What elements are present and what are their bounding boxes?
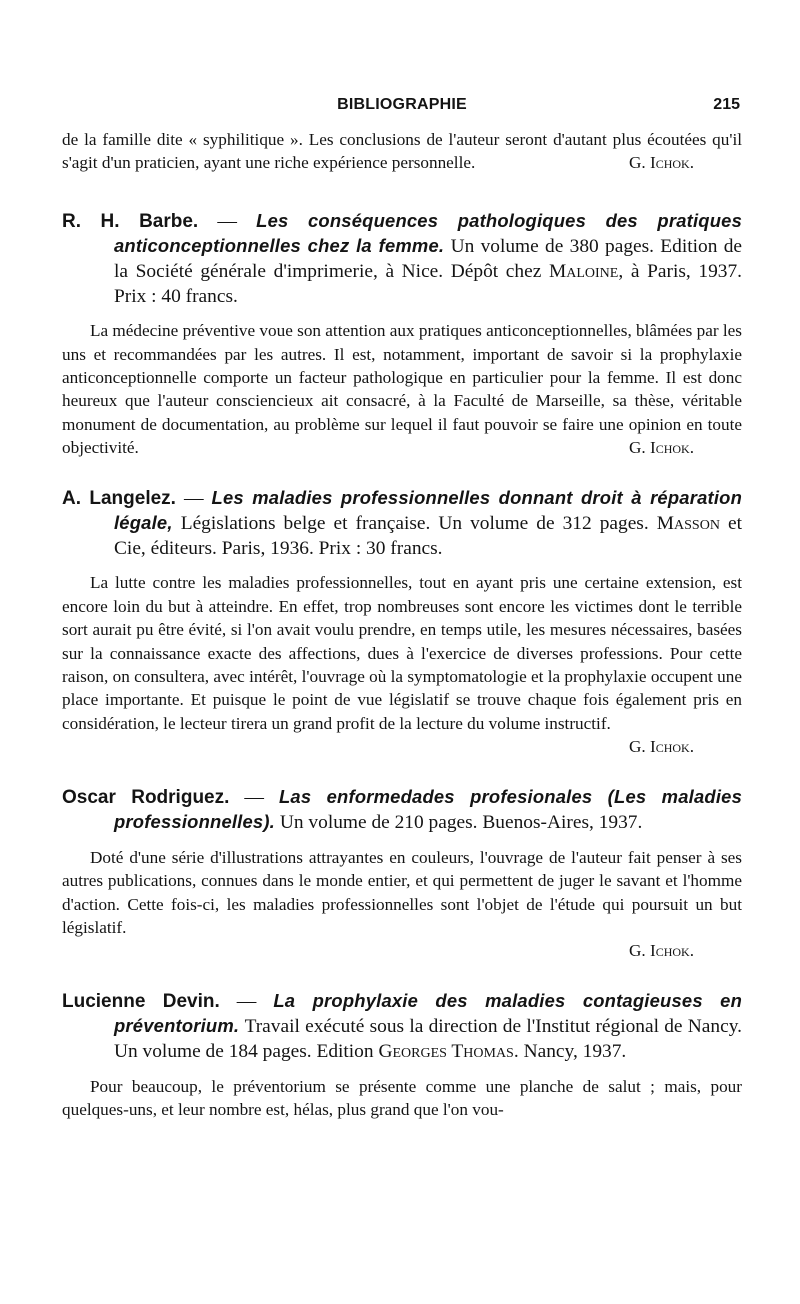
entry-author: Lucienne Devin.: [62, 990, 220, 1012]
bibliography-entry: [62, 785, 742, 963]
document-page: [62, 92, 742, 1121]
entry-publisher: Masson: [656, 513, 720, 535]
entry-publication-details: Nancy, 1937.: [523, 1041, 627, 1063]
entry-review-text: Pour beaucoup, le préventorium se présente comme une planche de salut ; mais, pour quelques-uns, et leur nombre est, hélas, plus grand que l'on vou-: [62, 1076, 742, 1120]
entry-title: La prophylaxie des maladies contagieuses en préventorium.: [114, 989, 743, 1037]
entry-heading: A. Langelez. — Les maladies professionnelles donnant droit à réparation légale, Législations belge et française. Un volume de 312 pages. Masson et Cie, éditeurs. Paris, 1936. Prix : 30 francs.: [62, 486, 743, 559]
entry-heading: R. H. Barbe. — Les conséquences pathologiques des pratiques anticonceptionnelles chez la femme. Un volume de 380 pages. Edition de la Société générale d'imprimerie, à Nice. Dépôt chez Maloine, à Paris, 1937. Prix : 40 francs.: [62, 209, 743, 307]
entry-signature: G. Ichok.: [628, 737, 694, 757]
entry-author: Oscar Rodriguez.: [62, 786, 230, 808]
entry-publisher: Georges Thomas.: [378, 1041, 519, 1063]
entry-publication: Un volume de 380 pages. Edition de la Société générale d'imprimerie, à Nice. Dépôt chez: [114, 236, 742, 282]
entry-publication: Travail exécuté sous la direction de l'Institut régional de Nancy. Un volume de 184 pages. Edition: [114, 1016, 743, 1063]
entry-review: [62, 846, 742, 963]
entry-author: R. H. Barbe.: [62, 210, 199, 232]
entry-review: [62, 1075, 742, 1122]
bibliography-entry: [62, 209, 742, 460]
entry-review-text: La lutte contre les maladies professionnelles, tout en ayant pris une certaine extension, est encore loin du but à atteindre. En effet, trop nombreuses sont encore les victimes dont le terrible sort aurait pu être évité, si l'on avait voulu prendre, en temps utile, les mesures nécessaires, basées sur la connaissance exacte des affections, dues à l'exercice de diverses professions. Pour cette raison, on consultera, avec intérêt, l'ouvrage où la symptomatologie et la prophylaxie occupent une place importante. Et puisque le point de vue législatif se trouve chaque fois également pris en considération, le lecteur tirera un grand profit de la lecture du volume instructif.: [62, 573, 742, 733]
running-title: BIBLIOGRAPHIE: [337, 96, 467, 113]
intro-paragraph: [62, 128, 742, 175]
entry-title: Les conséquences pathologiques des pratiques anticonceptionnelles chez la femme.: [114, 209, 743, 257]
entry-author: A. Langelez.: [62, 487, 176, 509]
entry-title: Les maladies professionnelles donnant droit à réparation légale,: [114, 486, 743, 534]
entry-signature: G. Ichok.: [628, 438, 694, 458]
entry-publication: Un volume de 210 pages. Buenos-Aires, 1937.: [279, 812, 643, 834]
entry-publication: Législations belge et française. Un volume de 312 pages.: [180, 513, 649, 535]
entry-review-text: La médecine préventive voue son attention aux pratiques anticonceptionnelles, blâmées par les uns et recommandées par les autres. Il est, notamment, important de savoir si la prophylaxie anticonceptionnelle comporte un facteur pathologique en particulier pour la femme. Il est donc heureux que l'auteur consciencieux ait consacré, à la Faculté de Marseille, sa thèse, véritable monument de documentation, au problème sur lequel il faut pouvoir se faire une opinion en toute objectivité.: [62, 321, 742, 458]
bibliography-entry: [62, 486, 742, 759]
entry-review: [62, 571, 742, 757]
entry-signature: G. Ichok.: [628, 941, 694, 961]
entry-review-text: Doté d'une série d'illustrations attrayantes en couleurs, l'ouvrage de l'auteur fait penser à ses autres publications, connues dans le monde entier, et qui permettent de juger le savant et l'homme d'action. Cette fois-ci, les maladies professionnelles sont l'objet de l'étude qui poursuit un but législatif.: [62, 847, 742, 938]
entry-heading: Lucienne Devin. — La prophylaxie des maladies contagieuses en préventorium. Travail exécuté sous la direction de l'Institut régional de Nancy. Un volume de 184 pages. Edition Georges Thomas. Nancy, 1937.: [62, 989, 743, 1063]
bibliography-entry: [62, 989, 742, 1122]
intro-signature: G. Ichok.: [628, 153, 694, 173]
running-header: [62, 92, 742, 122]
entry-title: Las enformedades profesionales (Les maladies professionnelles).: [114, 785, 742, 833]
entry-review: [62, 319, 742, 459]
page-number: 215: [713, 96, 740, 113]
entry-heading: Oscar Rodriguez. — Las enformedades profesionales (Les maladies professionnelles). Un volume de 210 pages. Buenos-Aires, 1937.: [62, 785, 742, 834]
entry-publication-details: à Paris, 1937. Prix : 40 francs.: [114, 261, 743, 307]
entry-publisher: Maloine,: [549, 261, 624, 282]
entry-publication-details: et Cie, éditeurs. Paris, 1936. Prix : 30 francs.: [114, 513, 743, 559]
intro-text: de la famille dite « syphilitique ». Les conclusions de l'auteur seront d'autant plus écoutées qu'il s'agit d'un praticien, ayant une riche expérience personnelle.: [62, 130, 742, 173]
